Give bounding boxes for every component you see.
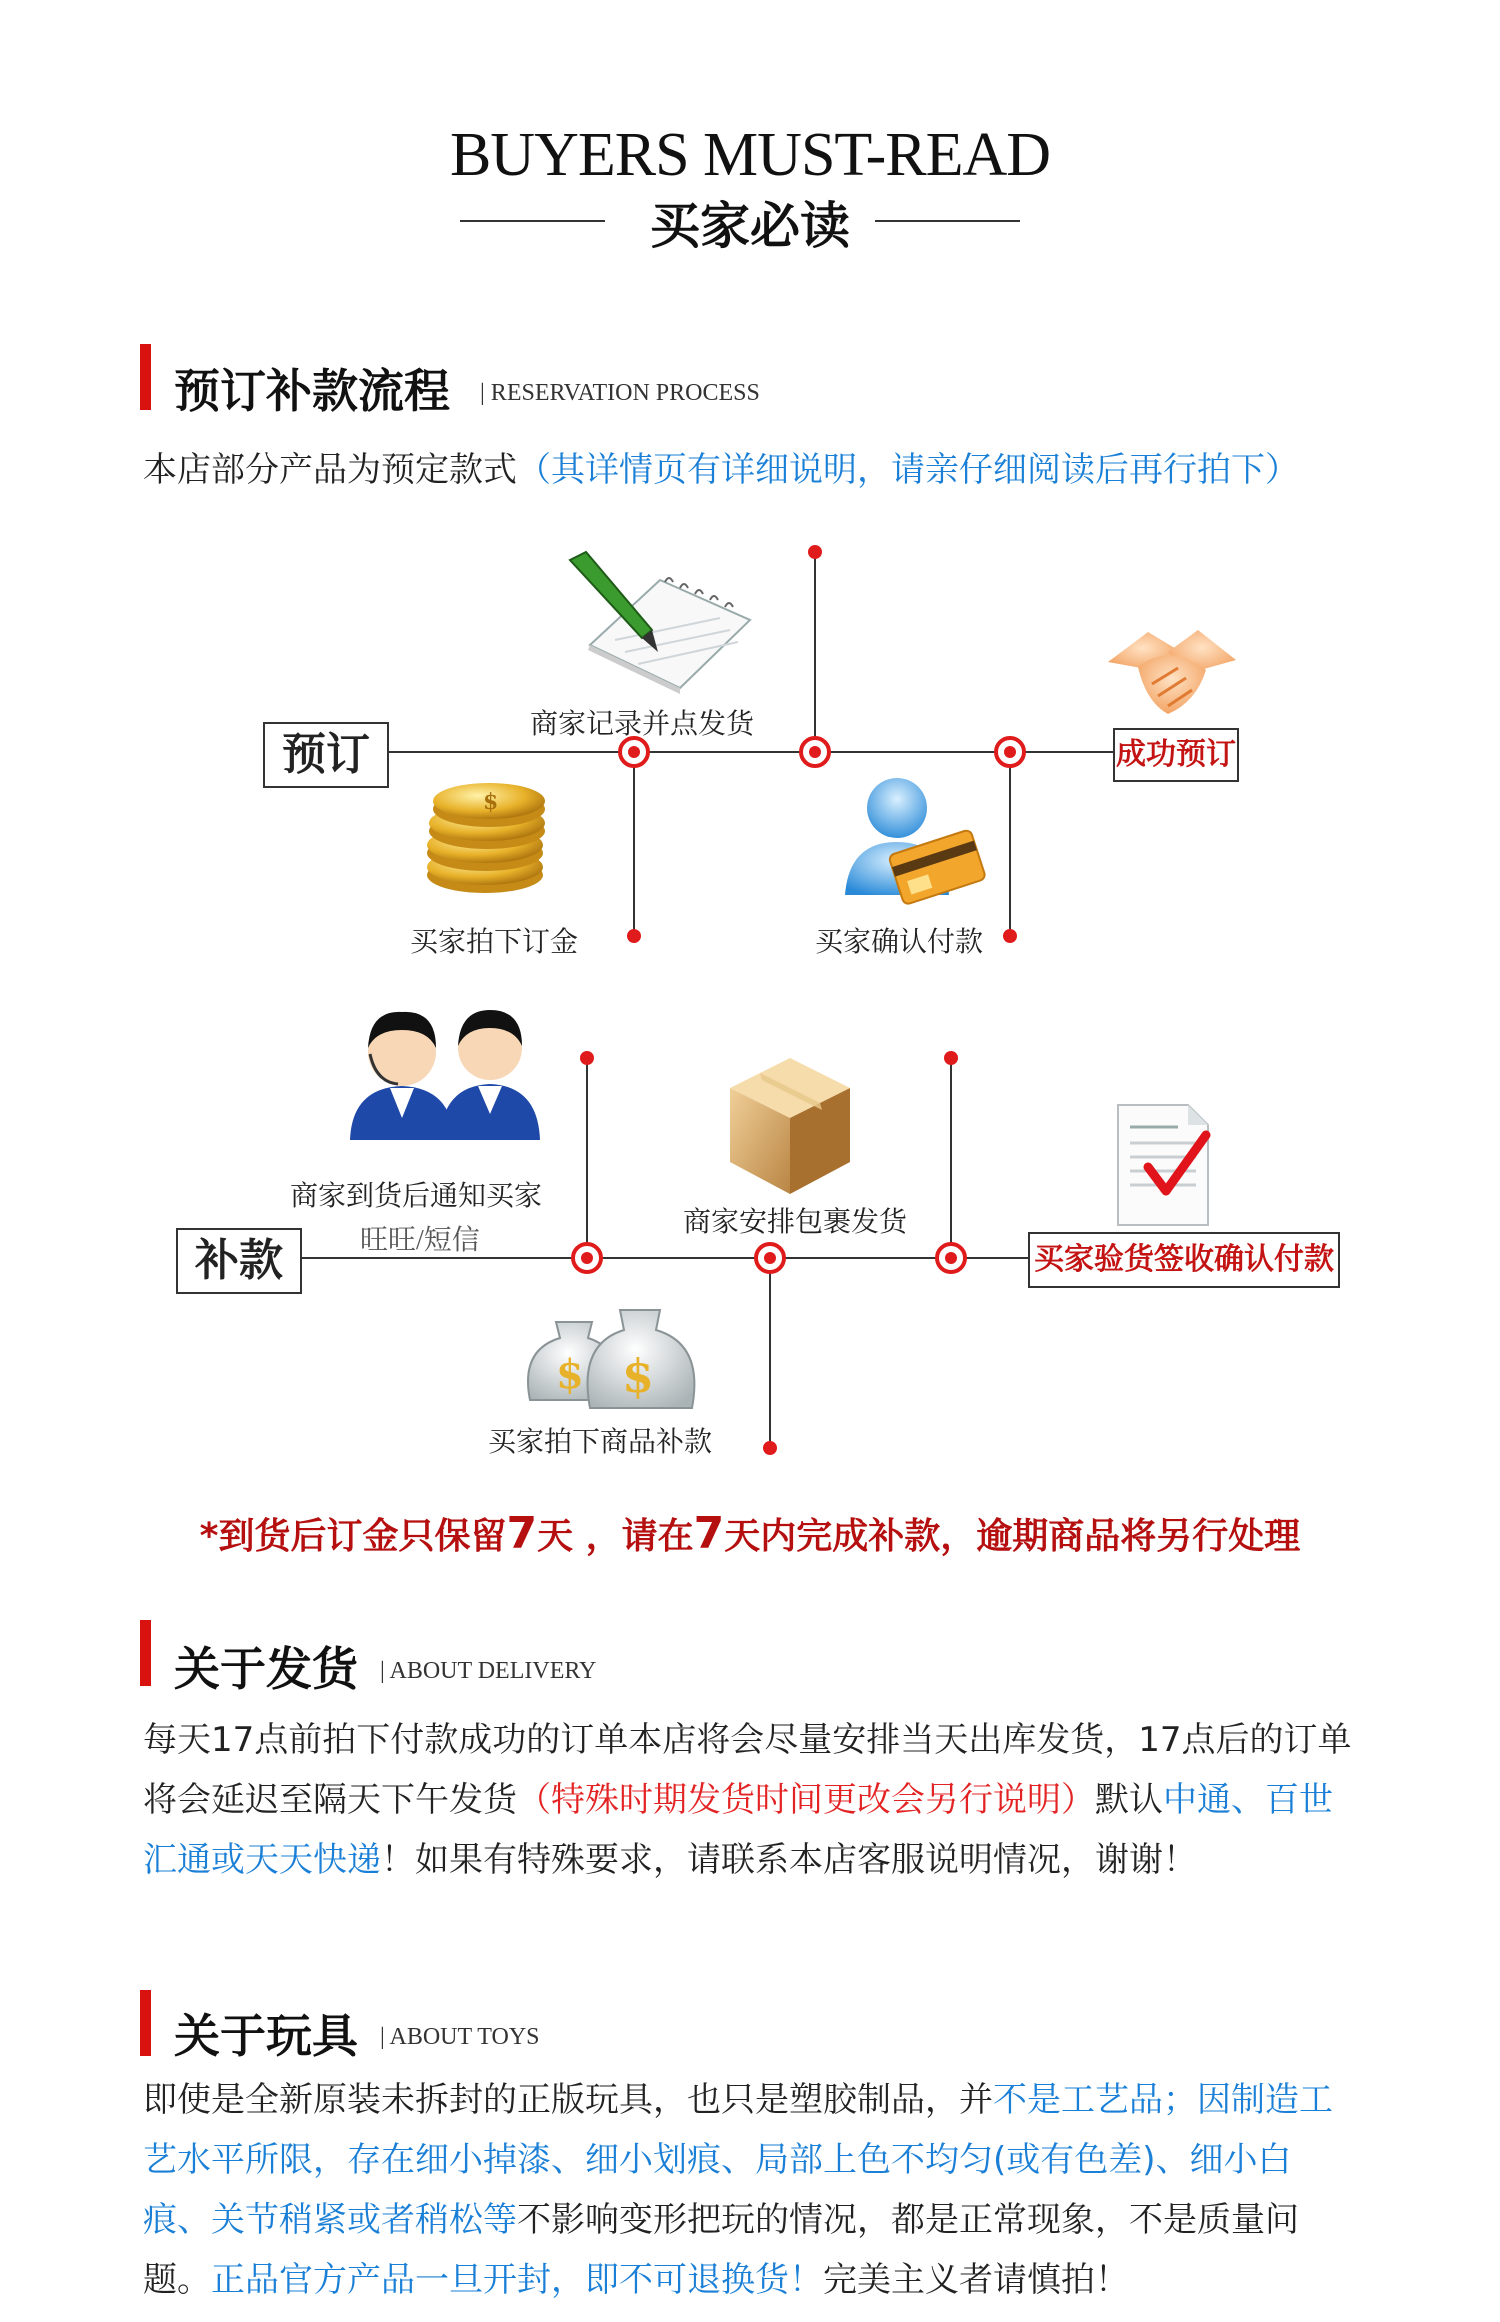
- toys-text-3: 完美主义者请慎拍！: [823, 2260, 1129, 2300]
- notice-part3: 天内完成补款，逾期商品将另行处理: [724, 1516, 1301, 1557]
- toys-text-2: 不影响变形把玩的情况，都是正常现象，不是质量问题。: [143, 2200, 1299, 2300]
- toys-defects-note: 不是工艺品；因制造工艺水平所限，存在细小掉漆、细小划痕、局部上色不均匀(或有色差)、细小白痕、关节稍紧或者稍松等: [143, 2080, 1333, 2240]
- step-pay-balance: 买家拍下商品补款: [488, 1425, 713, 1458]
- delivery-couriers: 中通、百世汇通或天天快递: [143, 1780, 1333, 1880]
- step-pay-deposit: 买家拍下订金: [410, 925, 579, 958]
- svg-text:$: $: [556, 1351, 584, 1398]
- toys-text-1: 即使是全新原装未拆封的正版玩具，也只是塑胶制品，并: [143, 2080, 993, 2120]
- customer-service-icon: [350, 1010, 540, 1140]
- page-title-cn: 买家必读: [650, 197, 850, 255]
- notice-days2: 7: [693, 1508, 725, 1559]
- step-notify-channel: 旺旺/短信: [360, 1225, 480, 1256]
- flow-end-reserve: 成功预订: [1113, 728, 1239, 782]
- gold-coins-icon: [427, 783, 545, 893]
- svg-text:$: $: [483, 789, 499, 815]
- notepad-pen-icon: [570, 552, 750, 694]
- delivery-special-note: （特殊时期发货时间更改会另行说明）: [517, 1780, 1095, 1820]
- page-title-en: BUYERS MUST-READ: [449, 121, 1051, 189]
- toys-text: [143, 2070, 1353, 2310]
- section-subtitle-toys: | ABOUT TOYS: [380, 2024, 540, 2050]
- signed-document-icon: [1118, 1105, 1208, 1225]
- deposit-notice: [0, 1508, 1500, 1559]
- toys-no-return-note: 正品官方产品一旦开封，即不可退换货！: [211, 2260, 823, 2300]
- money-bags-icon: [528, 1310, 694, 1408]
- flow-start-reserve: 预订: [263, 722, 389, 788]
- handshake-icon: [1108, 630, 1236, 714]
- section-marker: [140, 1990, 151, 2056]
- parcel-box-icon: [730, 1058, 850, 1194]
- intro-text: 本店部分产品为预定款式: [143, 450, 517, 490]
- section-marker: [140, 1620, 151, 1686]
- delivery-text-3: ！如果有特殊要求，请联系本店客服说明情况，谢谢！: [381, 1840, 1197, 1880]
- section-title-delivery: 关于发货: [174, 1642, 358, 1696]
- notice-days1: 7: [506, 1508, 538, 1559]
- section-subtitle-reservation: | RESERVATION PROCESS: [480, 380, 760, 406]
- step-notify-buyer: 商家到货后通知买家: [290, 1179, 543, 1212]
- delivery-text-1: 每天17点前拍下付款成功的订单本店将会尽量安排当天出库发货，17点后的订单将会延迟至隔天下午发货: [143, 1720, 1352, 1820]
- delivery-text-2: 默认: [1095, 1780, 1163, 1820]
- section-subtitle-delivery: | ABOUT DELIVERY: [380, 1658, 597, 1684]
- notice-part1: *到货后订金只保留: [199, 1516, 507, 1557]
- step-record-ship: 商家记录并点发货: [530, 707, 755, 740]
- section-title-toys: 关于玩具: [174, 2009, 358, 2063]
- delivery-text: [143, 1710, 1353, 1890]
- section-title-reservation: 预订补款流程: [174, 364, 450, 418]
- flow-start-balance: 补款: [176, 1228, 302, 1294]
- user-card-icon: [845, 778, 986, 905]
- step-ship-package: 商家安排包裹发货: [683, 1205, 908, 1238]
- svg-text:$: $: [622, 1349, 655, 1403]
- flow-end-balance: 买家验货签收确认付款: [1028, 1232, 1340, 1288]
- notice-part2: 天 ，请在: [537, 1516, 694, 1557]
- step-confirm-payment: 买家确认付款: [815, 925, 984, 958]
- intro-note: （其详情页有详细说明，请亲仔细阅读后再行拍下）: [517, 450, 1299, 490]
